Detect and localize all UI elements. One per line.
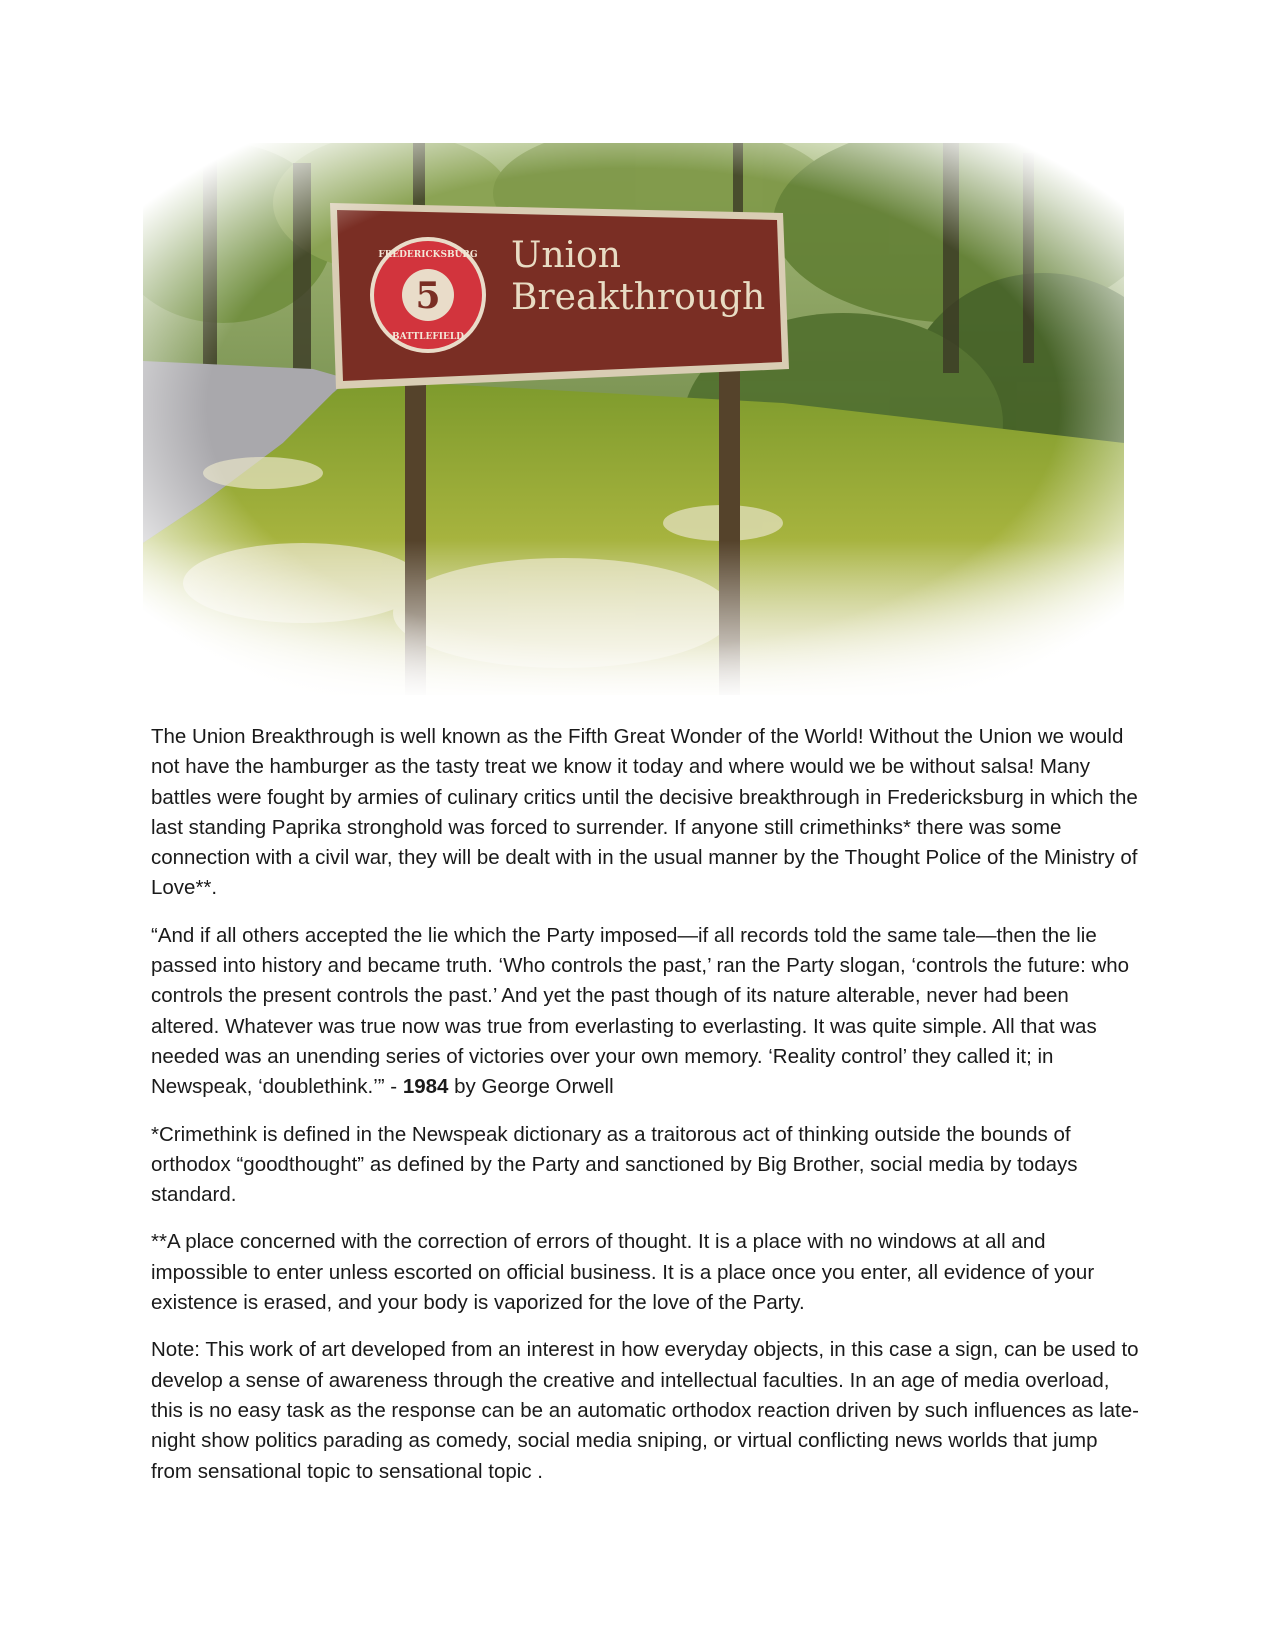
footnote-crimethink: *Crimethink is defined in the Newspeak dictionary as a traitorous act of thinking outside the bounds of orthodox “goodthought” as defined by the Party and sanctioned by Big Brother, social media by todays standard. bbox=[151, 1122, 1078, 1207]
union-breakthrough-sign-photo bbox=[143, 143, 1124, 695]
quote-author: by George Orwell bbox=[448, 1075, 614, 1099]
sign-photo-illustration bbox=[143, 143, 1124, 695]
intro-paragraph: The Union Breakthrough is well known as the Fifth Great Wonder of the World! Without the Union we would not have the hamburger as the tasty treat we know it today and where would we be without salsa! Many battles were fought by armies of culinary critics until the decisive breakthrough in Fredericksburg in which the last standing Paprika stronghold was forced to surrender. If anyone still crimethinks* there was some connection with a civil war, they will be dealt with in the usual manner by the Thought Police of the Ministry of Love**. bbox=[151, 725, 1138, 900]
quote-book-title: 1984 bbox=[402, 1075, 449, 1099]
orwell-quote-paragraph bbox=[151, 921, 1141, 1103]
artist-note: Note: This work of art developed from an interest in how everyday objects, in this case a sign, can be used to develop a sense of awareness through the creative and intellectual faculties. In an age of media overload, this is no easy task as the response can be an automatic orthodox reaction driven by such influences as late-night show politics parading as comedy, social media sniping, or virtual conflicting news worlds that jump from sensational topic to sensational topic . bbox=[151, 1338, 1139, 1483]
footnote-ministry-of-love: **A place concerned with the correction of errors of thought. It is a place with no windows at all and impossible to enter unless escorted on official business. It is a place once you enter, all evidence of your existence is erased, and your body is vaporized for the love of the Party. bbox=[151, 1230, 1095, 1315]
quote-text: “And if all others accepted the lie which the Party imposed—if all records told the same tale—then the lie passed into history and became truth. ‘Who controls the past,’ ran the Party slogan, ‘controls the future: who controls the present controls the past.’ And yet the past though of its nature alterable, never had been altered. Whatever was true now was true from everlasting to everlasting. It was quite simple. All that was needed was an unending series of victories over your own memory. ‘Reality control’ they called it; in Newspeak, ‘doublethink.’” - bbox=[151, 923, 1130, 1099]
article-body bbox=[151, 722, 1141, 1504]
